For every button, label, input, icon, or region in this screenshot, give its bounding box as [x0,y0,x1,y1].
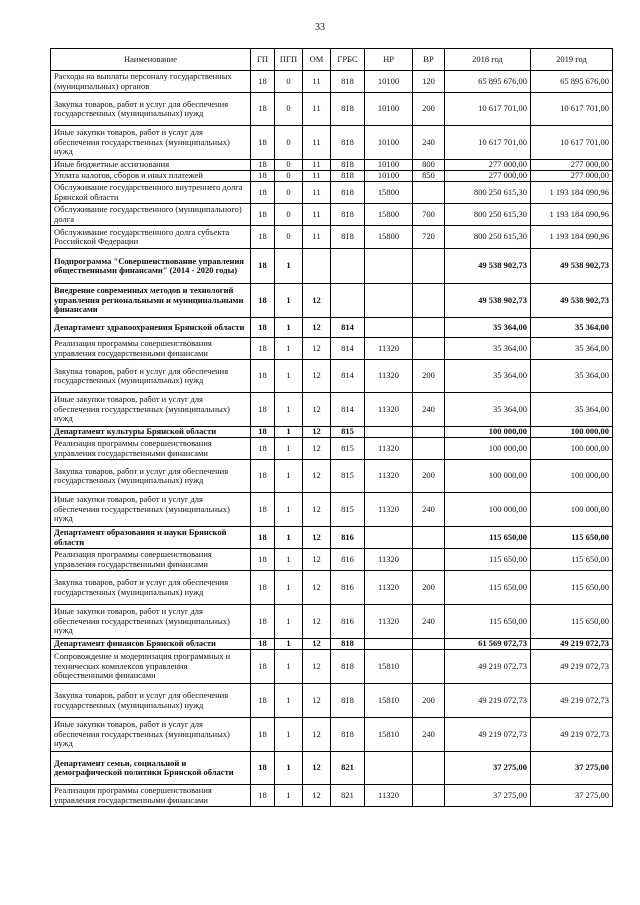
nr-cell: 15810 [365,650,413,684]
amount-2018-cell: 49 219 072,73 [445,684,531,718]
name-cell: Департамент культуры Брянской области [51,427,251,438]
grbs-cell: 815 [331,427,365,438]
om-cell: 12 [303,527,331,549]
name-cell: Иные закупки товаров, работ и услуг для обеспечения государственных (муниципальных) нужд [51,493,251,527]
amount-2019-cell: 10 617 701,00 [531,93,613,126]
table-row [51,249,613,284]
amount-2018-cell: 277 000,00 [445,171,531,182]
pgp-cell: 1 [275,438,303,460]
gp-cell: 18 [251,182,275,204]
om-cell: 12 [303,284,331,318]
om-cell: 12 [303,393,331,427]
gp-cell: 18 [251,650,275,684]
name-cell: Департамент финансов Брянской области [51,639,251,650]
grbs-cell: 816 [331,571,365,605]
table-row [51,549,613,571]
vr-cell [413,527,445,549]
om-cell: 11 [303,171,331,182]
grbs-cell: 821 [331,785,365,807]
table-row [51,571,613,605]
gp-cell: 18 [251,338,275,360]
amount-2019-cell: 277 000,00 [531,171,613,182]
gp-cell: 18 [251,438,275,460]
table-row [51,527,613,549]
amount-2018-cell: 49 219 072,73 [445,650,531,684]
vr-cell: 800 [413,160,445,171]
nr-cell: 10100 [365,71,413,93]
grbs-cell: 818 [331,71,365,93]
table-row [51,126,613,160]
gp-cell: 18 [251,318,275,338]
amount-2019-cell: 35 364,00 [531,318,613,338]
grbs-cell [331,284,365,318]
vr-cell: 240 [413,605,445,639]
grbs-cell: 815 [331,438,365,460]
gp-cell: 18 [251,249,275,284]
name-cell: Закупка товаров, работ и услуг для обеспечения государственных (муниципальных) нужд [51,684,251,718]
amount-2019-cell: 100 000,00 [531,438,613,460]
nr-cell: 10100 [365,126,413,160]
gp-cell: 18 [251,605,275,639]
amount-2018-cell: 37 275,00 [445,752,531,785]
grbs-cell: 816 [331,605,365,639]
amount-2018-cell: 115 650,00 [445,605,531,639]
pgp-cell: 1 [275,650,303,684]
table-row [51,171,613,182]
grbs-cell: 814 [331,318,365,338]
grbs-cell: 814 [331,360,365,393]
gp-cell: 18 [251,427,275,438]
name-cell: Закупка товаров, работ и услуг для обеспечения государственных (муниципальных) нужд [51,460,251,493]
page-number: 33 [315,22,325,33]
pgp-cell: 1 [275,360,303,393]
amount-2018-cell: 100 000,00 [445,438,531,460]
pgp-cell: 1 [275,427,303,438]
gp-cell: 18 [251,571,275,605]
om-cell: 12 [303,318,331,338]
name-cell: Подпрограмма "Совершенствование управления общественными финансами" (2014 - 2020 годы) [51,249,251,284]
pgp-cell: 0 [275,182,303,204]
grbs-cell: 816 [331,549,365,571]
column-header-name: Наименование [51,49,251,71]
grbs-cell: 815 [331,460,365,493]
nr-cell: 15800 [365,182,413,204]
amount-2018-cell: 35 364,00 [445,318,531,338]
vr-cell [413,752,445,785]
om-cell: 12 [303,493,331,527]
amount-2019-cell: 35 364,00 [531,360,613,393]
name-cell: Сопровождение и модернизация программных и технических комплексов управления общественными финансами [51,650,251,684]
grbs-cell: 818 [331,126,365,160]
pgp-cell: 1 [275,527,303,549]
om-cell: 11 [303,93,331,126]
om-cell: 12 [303,650,331,684]
vr-cell [413,249,445,284]
amount-2019-cell: 37 275,00 [531,785,613,807]
amount-2018-cell: 10 617 701,00 [445,126,531,160]
nr-cell [365,318,413,338]
amount-2019-cell: 10 617 701,00 [531,126,613,160]
table-row [51,438,613,460]
om-cell: 12 [303,549,331,571]
gp-cell: 18 [251,460,275,493]
amount-2018-cell: 61 569 072,73 [445,639,531,650]
amount-2018-cell: 35 364,00 [445,393,531,427]
gp-cell: 18 [251,93,275,126]
gp-cell: 18 [251,549,275,571]
nr-cell: 11320 [365,460,413,493]
pgp-cell: 1 [275,785,303,807]
nr-cell: 11320 [365,438,413,460]
table-row [51,160,613,171]
om-cell: 12 [303,605,331,639]
grbs-cell: 818 [331,93,365,126]
table-body [51,71,613,807]
vr-cell: 200 [413,93,445,126]
om-cell: 12 [303,427,331,438]
name-cell: Иные закупки товаров, работ и услуг для обеспечения государственных (муниципальных) нужд [51,393,251,427]
pgp-cell: 0 [275,93,303,126]
amount-2019-cell: 100 000,00 [531,493,613,527]
om-cell: 12 [303,460,331,493]
name-cell: Иные закупки товаров, работ и услуг для обеспечения государственных (муниципальных) нужд [51,126,251,160]
amount-2019-cell: 115 650,00 [531,527,613,549]
table-row [51,785,613,807]
nr-cell [365,527,413,549]
amount-2019-cell: 49 219 072,73 [531,684,613,718]
amount-2019-cell: 1 193 184 090,96 [531,182,613,204]
amount-2018-cell: 800 250 615,30 [445,226,531,249]
gp-cell: 18 [251,527,275,549]
om-cell: 12 [303,718,331,752]
om-cell: 12 [303,684,331,718]
nr-cell: 11320 [365,360,413,393]
column-header-nr: НР [365,49,413,71]
amount-2019-cell: 1 193 184 090,96 [531,226,613,249]
gp-cell: 18 [251,752,275,785]
grbs-cell: 818 [331,639,365,650]
amount-2019-cell: 277 000,00 [531,160,613,171]
nr-cell [365,249,413,284]
pgp-cell: 1 [275,284,303,318]
name-cell: Расходы на выплаты персоналу государственных (муниципальных) органов [51,71,251,93]
vr-cell [413,338,445,360]
pgp-cell: 1 [275,639,303,650]
table-row [51,752,613,785]
nr-cell: 11320 [365,549,413,571]
amount-2019-cell: 49 219 072,73 [531,639,613,650]
table-row [51,338,613,360]
vr-cell [413,438,445,460]
table-row [51,605,613,639]
name-cell: Реализация программы совершенствования управления государственными финансами [51,785,251,807]
amount-2019-cell: 49 219 072,73 [531,650,613,684]
vr-cell [413,650,445,684]
nr-cell: 11320 [365,605,413,639]
nr-cell: 15810 [365,684,413,718]
nr-cell [365,639,413,650]
pgp-cell: 1 [275,549,303,571]
amount-2019-cell: 115 650,00 [531,571,613,605]
om-cell: 11 [303,204,331,226]
name-cell: Реализация программы совершенствования управления государственными финансами [51,549,251,571]
pgp-cell: 1 [275,493,303,527]
table-row [51,182,613,204]
amount-2019-cell: 49 538 902,73 [531,249,613,284]
name-cell: Иные закупки товаров, работ и услуг для обеспечения государственных (муниципальных) нужд [51,605,251,639]
vr-cell: 200 [413,684,445,718]
pgp-cell: 0 [275,160,303,171]
pgp-cell: 1 [275,684,303,718]
column-header-amount-2019: 2019 год [531,49,613,71]
om-cell: 12 [303,438,331,460]
budget-table [50,48,613,807]
name-cell: Уплата налогов, сборов и иных платежей [51,171,251,182]
nr-cell: 11320 [365,338,413,360]
nr-cell: 15800 [365,204,413,226]
name-cell: Иные бюджетные ассигнования [51,160,251,171]
amount-2018-cell: 10 617 701,00 [445,93,531,126]
vr-cell: 200 [413,460,445,493]
nr-cell [365,284,413,318]
grbs-cell: 818 [331,160,365,171]
amount-2019-cell: 100 000,00 [531,460,613,493]
grbs-cell: 814 [331,338,365,360]
gp-cell: 18 [251,785,275,807]
vr-cell: 240 [413,718,445,752]
pgp-cell: 1 [275,460,303,493]
pgp-cell: 0 [275,204,303,226]
amount-2019-cell: 49 538 902,73 [531,284,613,318]
om-cell: 12 [303,571,331,605]
table-row [51,493,613,527]
gp-cell: 18 [251,684,275,718]
nr-cell: 10100 [365,171,413,182]
name-cell: Департамент образования и науки Брянской области [51,527,251,549]
vr-cell: 240 [413,393,445,427]
table-row [51,93,613,126]
vr-cell [413,182,445,204]
name-cell: Внедрение современных методов и технологий управления региональными и муниципальными финансами [51,284,251,318]
name-cell: Реализация программы совершенствования управления государственными финансами [51,338,251,360]
pgp-cell: 0 [275,171,303,182]
name-cell: Департамент здравоохранения Брянской области [51,318,251,338]
amount-2018-cell: 115 650,00 [445,549,531,571]
pgp-cell: 1 [275,752,303,785]
vr-cell: 700 [413,204,445,226]
amount-2018-cell: 37 275,00 [445,785,531,807]
name-cell: Обслуживание государственного долга субъекта Российской Федерации [51,226,251,249]
vr-cell [413,639,445,650]
name-cell: Иные закупки товаров, работ и услуг для обеспечения государственных (муниципальных) нужд [51,718,251,752]
om-cell: 12 [303,752,331,785]
table-row [51,360,613,393]
grbs-cell: 818 [331,204,365,226]
grbs-cell: 818 [331,182,365,204]
table-row [51,684,613,718]
table-row [51,460,613,493]
pgp-cell: 1 [275,249,303,284]
grbs-cell: 818 [331,684,365,718]
nr-cell: 11320 [365,393,413,427]
amount-2018-cell: 115 650,00 [445,527,531,549]
column-header-amount-2018: 2018 год [445,49,531,71]
table-row [51,639,613,650]
name-cell: Закупка товаров, работ и услуг для обеспечения государственных (муниципальных) нужд [51,93,251,126]
grbs-cell: 814 [331,393,365,427]
grbs-cell: 818 [331,718,365,752]
vr-cell: 240 [413,126,445,160]
gp-cell: 18 [251,639,275,650]
table-row [51,318,613,338]
vr-cell [413,427,445,438]
nr-cell: 11320 [365,571,413,605]
om-cell: 12 [303,785,331,807]
om-cell: 11 [303,71,331,93]
nr-cell: 15800 [365,226,413,249]
name-cell: Обслуживание государственного внутреннего долга Брянской области [51,182,251,204]
column-header-pgp: ПГП [275,49,303,71]
nr-cell: 11320 [365,493,413,527]
name-cell: Закупка товаров, работ и услуг для обеспечения государственных (муниципальных) нужд [51,571,251,605]
amount-2018-cell: 115 650,00 [445,571,531,605]
grbs-cell: 816 [331,527,365,549]
amount-2019-cell: 65 895 676,00 [531,71,613,93]
name-cell: Закупка товаров, работ и услуг для обеспечения государственных (муниципальных) нужд [51,360,251,393]
om-cell [303,249,331,284]
gp-cell: 18 [251,126,275,160]
vr-cell: 200 [413,360,445,393]
amount-2018-cell: 35 364,00 [445,338,531,360]
table-row [51,71,613,93]
om-cell: 11 [303,226,331,249]
vr-cell: 200 [413,571,445,605]
om-cell: 12 [303,360,331,393]
grbs-cell [331,249,365,284]
amount-2018-cell: 65 895 676,00 [445,71,531,93]
pgp-cell: 1 [275,393,303,427]
vr-cell: 240 [413,493,445,527]
pgp-cell: 1 [275,318,303,338]
amount-2018-cell: 49 538 902,73 [445,249,531,284]
om-cell: 11 [303,160,331,171]
name-cell: Департамент семьи, социальной и демографической политики Брянской области [51,752,251,785]
gp-cell: 18 [251,226,275,249]
table-row [51,427,613,438]
grbs-cell: 818 [331,650,365,684]
nr-cell: 15810 [365,718,413,752]
om-cell: 12 [303,338,331,360]
table-row [51,650,613,684]
amount-2019-cell: 49 219 072,73 [531,718,613,752]
column-header-grbs: ГРБС [331,49,365,71]
pgp-cell: 0 [275,226,303,249]
amount-2018-cell: 100 000,00 [445,427,531,438]
amount-2019-cell: 115 650,00 [531,549,613,571]
om-cell: 11 [303,126,331,160]
amount-2019-cell: 37 275,00 [531,752,613,785]
gp-cell: 18 [251,284,275,318]
grbs-cell: 818 [331,226,365,249]
column-header-vr: ВР [413,49,445,71]
name-cell: Обслуживание государственного (муниципального) долга [51,204,251,226]
nr-cell [365,752,413,785]
pgp-cell: 1 [275,571,303,605]
name-cell: Реализация программы совершенствования управления государственными финансами [51,438,251,460]
om-cell: 12 [303,639,331,650]
vr-cell [413,549,445,571]
grbs-cell: 821 [331,752,365,785]
vr-cell [413,785,445,807]
pgp-cell: 0 [275,126,303,160]
column-header-gp: ГП [251,49,275,71]
column-header-om: ОМ [303,49,331,71]
amount-2018-cell: 49 219 072,73 [445,718,531,752]
gp-cell: 18 [251,393,275,427]
amount-2018-cell: 100 000,00 [445,460,531,493]
om-cell: 11 [303,182,331,204]
gp-cell: 18 [251,71,275,93]
table-header-row [51,49,613,71]
amount-2018-cell: 100 000,00 [445,493,531,527]
nr-cell: 11320 [365,785,413,807]
table-row [51,226,613,249]
pgp-cell: 1 [275,718,303,752]
pgp-cell: 1 [275,338,303,360]
vr-cell: 720 [413,226,445,249]
gp-cell: 18 [251,204,275,226]
vr-cell: 850 [413,171,445,182]
amount-2018-cell: 800 250 615,30 [445,204,531,226]
nr-cell: 10100 [365,160,413,171]
grbs-cell: 815 [331,493,365,527]
amount-2019-cell: 35 364,00 [531,338,613,360]
amount-2019-cell: 35 364,00 [531,393,613,427]
amount-2019-cell: 1 193 184 090,96 [531,204,613,226]
nr-cell [365,427,413,438]
vr-cell [413,284,445,318]
amount-2018-cell: 49 538 902,73 [445,284,531,318]
vr-cell [413,318,445,338]
gp-cell: 18 [251,718,275,752]
amount-2019-cell: 115 650,00 [531,605,613,639]
gp-cell: 18 [251,360,275,393]
table-row [51,718,613,752]
pgp-cell: 1 [275,605,303,639]
pgp-cell: 0 [275,71,303,93]
amount-2018-cell: 277 000,00 [445,160,531,171]
gp-cell: 18 [251,493,275,527]
amount-2018-cell: 800 250 615,30 [445,182,531,204]
gp-cell: 18 [251,171,275,182]
table-row [51,204,613,226]
table-row [51,284,613,318]
gp-cell: 18 [251,160,275,171]
table-row [51,393,613,427]
amount-2018-cell: 35 364,00 [445,360,531,393]
vr-cell: 120 [413,71,445,93]
nr-cell: 10100 [365,93,413,126]
grbs-cell: 818 [331,171,365,182]
amount-2019-cell: 100 000,00 [531,427,613,438]
